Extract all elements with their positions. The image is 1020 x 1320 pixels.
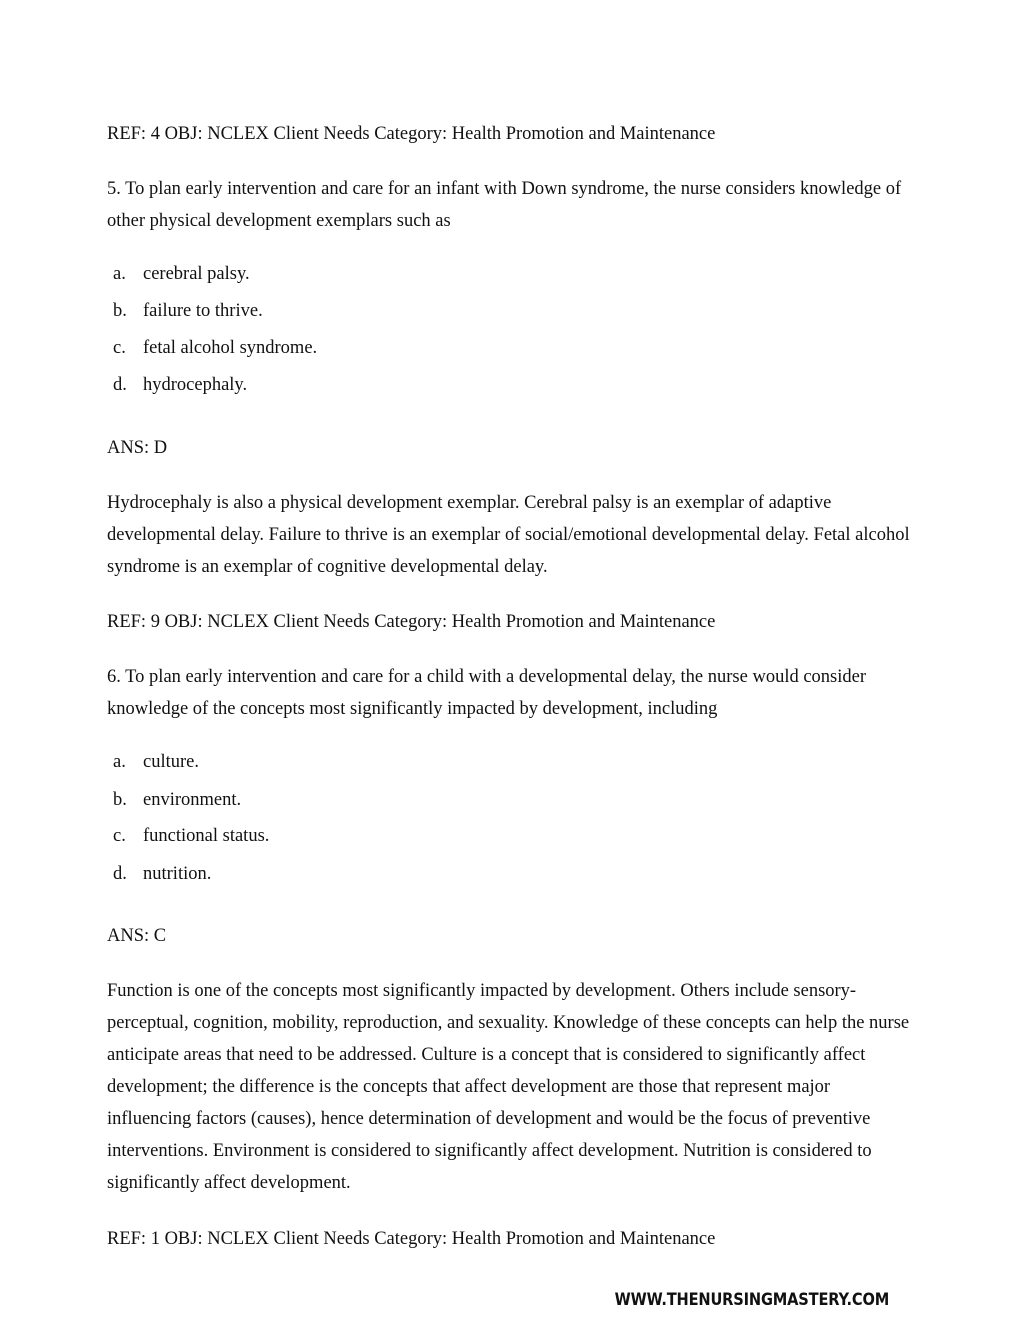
ref-line-top: REF: 4 OBJ: NCLEX Client Needs Category: Health Promotion and Maintenance (107, 124, 716, 144)
q5-rationale: Hydrocephaly is also a physical development exemplar. Cerebral palsy is an exemplar of adaptive developmental delay. Failure to thrive is an exemplar of social/emotional developmental delay. Fetal alcohol syndrome is an exemplar of cognitive developmental delay. (107, 493, 910, 577)
q5-option-b (113, 296, 813, 326)
q5-option-d (113, 370, 813, 400)
option-text: cerebral palsy. (143, 264, 250, 284)
option-letter: d. (113, 864, 127, 884)
question-5-text: 5. To plan early intervention and care for an infant with Down syndrome, the nurse considers knowledge of other physical development exemplars such as (107, 179, 902, 231)
q5-answer: ANS: D (107, 438, 168, 458)
option-letter: a. (113, 264, 126, 284)
q6-ref-line: REF: 1 OBJ: NCLEX Client Needs Category: Health Promotion and Maintenance (107, 1229, 716, 1249)
option-text: fetal alcohol syndrome. (143, 338, 318, 358)
q6-answer: ANS: C (107, 926, 167, 946)
q6-option-c (113, 821, 813, 851)
option-letter: b. (113, 790, 127, 810)
option-text: nutrition. (143, 864, 212, 884)
option-letter: d. (113, 375, 127, 395)
q6-option-b (113, 785, 813, 815)
option-letter: a. (113, 752, 126, 772)
option-letter: b. (113, 301, 127, 321)
question-6-text: 6. To plan early intervention and care for a child with a developmental delay, the nurse would consider knowledge of the concepts most significantly impacted by development, including (107, 667, 867, 719)
option-letter: c. (113, 826, 126, 846)
option-text: culture. (143, 752, 199, 772)
q6-option-d (113, 859, 813, 889)
q5-option-a (113, 259, 813, 289)
option-text: failure to thrive. (143, 301, 263, 321)
q5-option-c (113, 333, 813, 363)
option-text: functional status. (143, 826, 270, 846)
option-text: hydrocephaly. (143, 375, 248, 395)
q5-ref-line: REF: 9 OBJ: NCLEX Client Needs Category: Health Promotion and Maintenance (107, 612, 716, 632)
option-letter: c. (113, 338, 126, 358)
option-text: environment. (143, 790, 242, 810)
q6-option-a (113, 747, 813, 777)
footer-website-link[interactable]: WWW.THENURSINGMASTERY.COM (614, 1290, 889, 1310)
q6-rationale: Function is one of the concepts most significantly impacted by development. Others include sensory-perceptual, cognition, mobility, reproduction, and sexuality. Knowledge of these concepts can help the nurse anticipate areas that need to be addressed. Culture is a concept that is considered to significantly affect development; the difference is the concepts that affect development are those that represent major influencing factors (causes), hence determination of development and would be the focus of preventive interventions. Environment is considered to significantly affect development. Nutrition is considered to significantly affect development. (107, 981, 910, 1193)
